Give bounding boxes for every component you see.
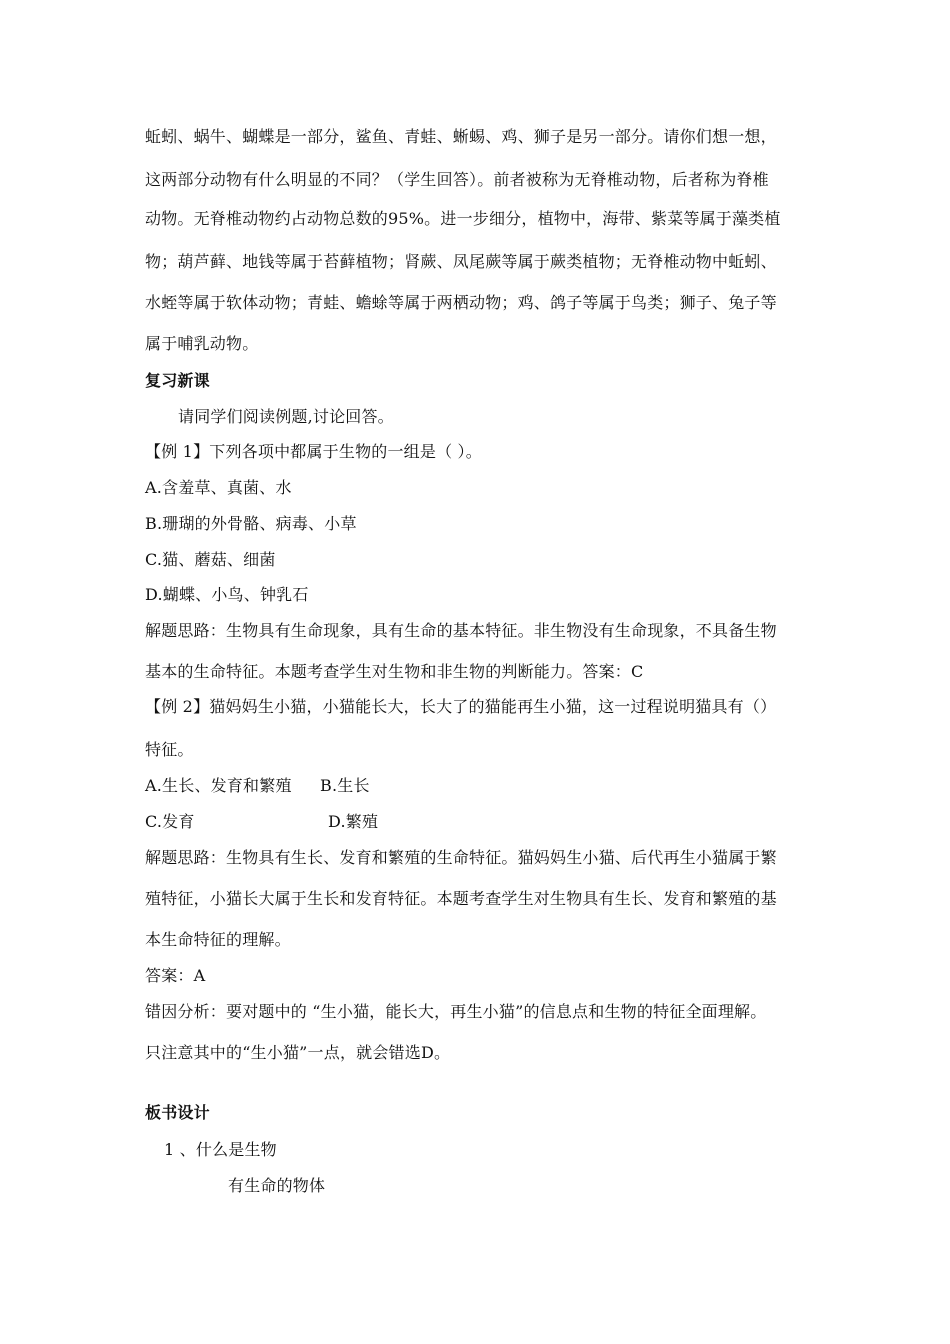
- intro-line-1: 蚯蚓、蜗牛、蝴蝶是一部分，鲨鱼、青蛙、蜥蜴、鸡、狮子是另一部分。请你们想一想，: [145, 127, 777, 146]
- example2-error-line-1: 错因分析：要对题中的 “生小猫，能长大，再生小猫”的信息点和生物的特征全面理解。: [145, 1002, 767, 1021]
- example1-option-b: B.珊瑚的外骨骼、病毒、小草: [145, 514, 357, 533]
- example2-question-line-2: 特征。: [145, 740, 194, 759]
- example1-option-d: D.蝴蝶、小鸟、钟乳石: [145, 585, 309, 604]
- review-instruction: 请同学们阅读例题,讨论回答。: [178, 407, 394, 426]
- example2-option-c: C.发育: [145, 812, 195, 831]
- example1-option-a: A.含羞草、真菌、水: [145, 478, 292, 497]
- example1-question: 【例 1】下列各项中都属于生物的一组是（ ）。: [145, 442, 482, 461]
- example2-option-b: B.生长: [320, 776, 370, 795]
- intro-line-2: 这两部分动物有什么明显的不同？（学生回答）。前者被称为无脊椎动物，后者称为脊椎: [145, 170, 769, 189]
- example2-error-line-2: 只注意其中的“生小猫”一点，就会错选D。: [145, 1043, 451, 1062]
- review-heading: 复习新课: [145, 371, 210, 390]
- example2-answer: 答案：A: [145, 966, 206, 985]
- example1-analysis-line-1: 解题思路：生物具有生命现象，具有生命的基本特征。非生物没有生命现象，不具备生物: [145, 621, 777, 640]
- board-item-1-sub: 有生命的物体: [228, 1176, 326, 1195]
- intro-line-6: 属于哺乳动物。: [145, 334, 259, 353]
- example2-analysis-line-3: 本生命特征的理解。: [145, 930, 291, 949]
- example2-option-a: A.生长、发育和繁殖: [145, 776, 292, 795]
- intro-line-4: 物；葫芦藓、地钱等属于苔藓植物；肾蕨、凤尾蕨等属于蕨类植物；无脊椎动物中蚯蚓、: [145, 252, 777, 271]
- example2-analysis-line-2: 殖特征，小猫长大属于生长和发育特征。本题考查学生对生物具有生长、发育和繁殖的基: [145, 889, 777, 908]
- intro-line-3: 动物。无脊椎动物约占动物总数的95%。进一步细分，植物中，海带、紫菜等属于藻类植: [145, 209, 781, 228]
- example1-analysis-line-2: 基本的生命特征。本题考查学生对生物和非生物的判断能力。答案：C: [145, 662, 644, 681]
- example2-question-line-1: 【例 2】猫妈妈生小猫，小猫能长大，长大了的猫能再生小猫，这一过程说明猫具有（）: [145, 697, 777, 716]
- intro-line-5: 水蛭等属于软体动物；青蛙、蟾蜍等属于两栖动物；鸡、鸽子等属于鸟类；狮子、兔子等: [145, 293, 777, 312]
- board-heading: 板书设计: [145, 1103, 210, 1122]
- board-item-1: 1 、什么是生物: [164, 1140, 277, 1159]
- example1-option-c: C.猫、蘑菇、细菌: [145, 550, 276, 569]
- example2-analysis-line-1: 解题思路：生物具有生长、发育和繁殖的生命特征。猫妈妈生小猫、后代再生小猫属于繁: [145, 848, 777, 867]
- example2-option-d: D.繁殖: [328, 812, 379, 831]
